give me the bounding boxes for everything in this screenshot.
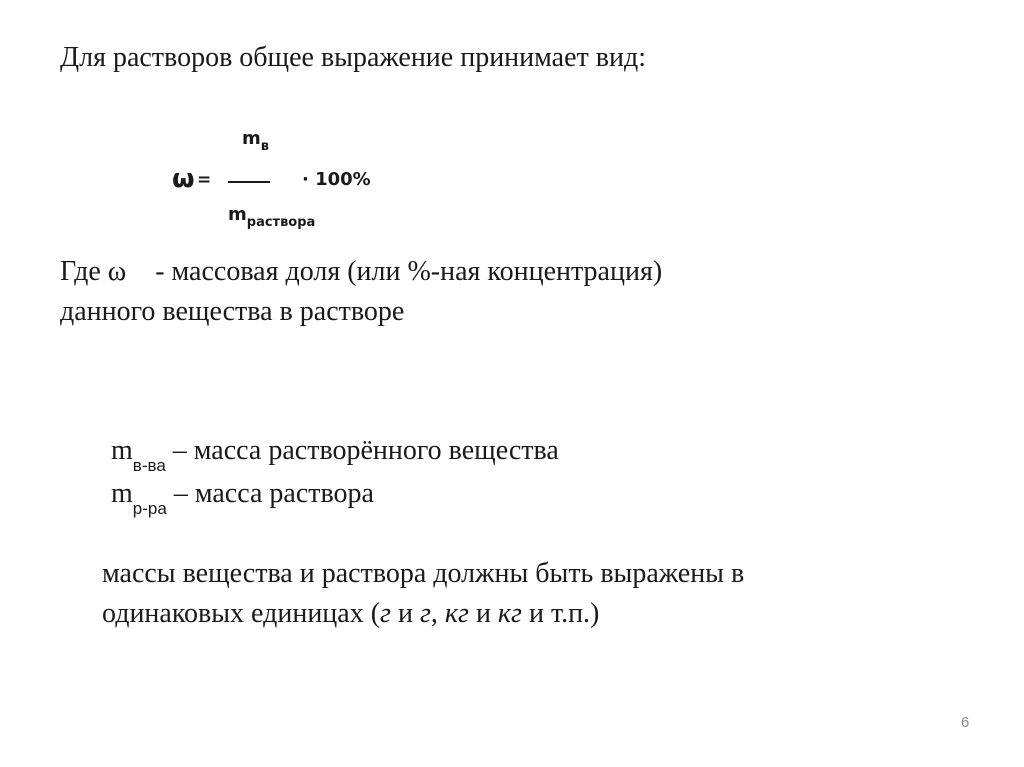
legend-symbol: m [111,435,133,466]
formula-multiplier: · 100% [302,169,371,190]
legend-item-solute [111,435,559,476]
note-text: и т.п.) [521,598,600,629]
note-line-1: массы вещества и раствора должны быть выражены в [102,558,745,589]
formula-denominator [228,204,315,230]
legend-subscript: р-ра [132,499,167,518]
numerator-subscript: в [260,139,269,154]
note-text: и [468,598,498,629]
page-number: 6 [961,714,970,731]
formula-numerator [242,128,269,154]
legend-item-solution [111,478,374,519]
note-text: и [390,598,420,629]
legend-text: – масса раствора [173,478,374,509]
unit-kg: кг [444,598,469,629]
unit-g: г [380,598,391,629]
definition-line-1 [60,256,662,288]
legend-subscript: в-ва [132,456,166,475]
denominator-symbol: m [228,204,247,225]
intro-text: Для растворов общее выражение принимает вид: [60,42,647,73]
definition-omega: Где ω [60,256,127,287]
note-text: , [430,598,445,629]
fraction-bar [228,181,270,183]
formula-omega: ω [172,164,195,194]
unit-kg: кг [497,598,522,629]
note-line-2 [102,598,599,630]
unit-g: г [419,598,431,629]
denominator-subscript: раствора [246,215,316,230]
formula-equals: = [197,170,212,190]
numerator-symbol: m [242,128,261,149]
note-text: одинаковых единицах ( [102,598,381,629]
legend-symbol: m [111,478,133,509]
definition-line-2: данного вещества в растворе [60,296,405,327]
legend-text: – масса растворённого вещества [172,435,559,466]
definition-text: - массовая доля (или %-ная концентрация) [155,256,663,287]
